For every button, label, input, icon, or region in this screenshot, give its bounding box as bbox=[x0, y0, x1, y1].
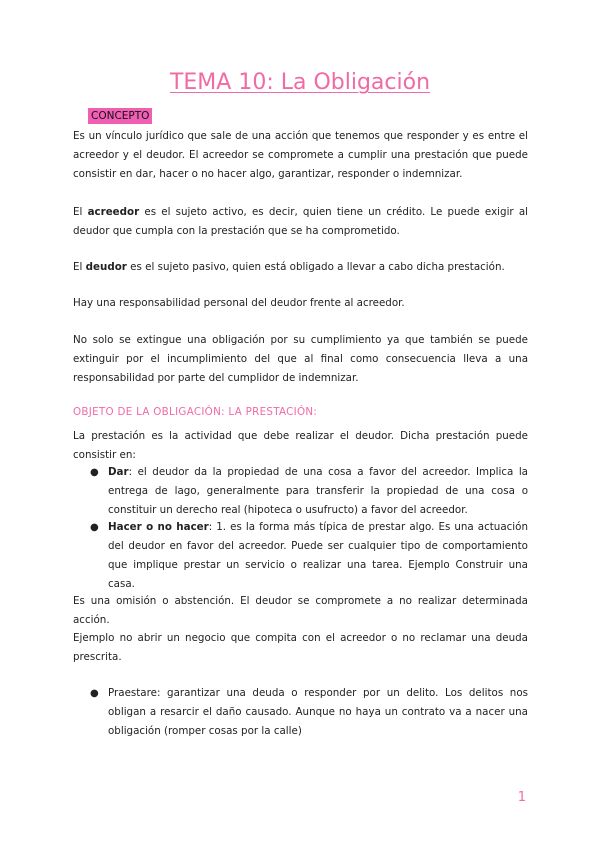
bullet-icon: ● bbox=[90, 688, 99, 699]
term-dar: Dar bbox=[108, 466, 129, 478]
paragraph-prestacion: La prestación es la actividad que debe realizar el deudor. Dicha prestación puede consistir en: bbox=[73, 430, 528, 461]
paragraph-deudor bbox=[73, 258, 528, 277]
section-heading-objeto: OBJETO DE LA OBLIGACIÓN: LA PRESTACIÓN: bbox=[73, 406, 318, 418]
document-title: TEMA 10: La Obligación bbox=[169, 70, 431, 95]
paragraph-responsabilidad: Hay una responsabilidad personal del deudor frente al acreedor. bbox=[73, 297, 405, 309]
list-item-hacer bbox=[108, 518, 528, 594]
term-acreedor: acreedor bbox=[87, 206, 140, 218]
page-number: 1 bbox=[517, 790, 526, 805]
paragraph-acreedor bbox=[73, 203, 528, 241]
list-item-dar bbox=[108, 463, 528, 520]
text: es el sujeto pasivo, quien está obligado a llevar a cabo dicha prestación. bbox=[126, 261, 505, 273]
paragraph-extincion: No solo se extingue una obligación por su cumplimiento ya que también se puede extinguir por el incumplimiento del que al final como consecuencia lleva a una responsabilidad por parte del cumplidor de indemnizar. bbox=[73, 334, 528, 384]
text: es el sujeto activo, es decir, quien tiene un crédito. Le puede exigir al deudor que cumpla con la prestación que se ha comprometido. bbox=[73, 206, 529, 237]
term-hacer: Hacer o no hacer bbox=[108, 521, 209, 533]
text: : el deudor da la propiedad de una cosa a favor del acreedor. Implica la entrega de lago, generalmente para transferir la propiedad de una cosa o constituir un derecho real (hipoteca o usufructo) a favor del acreedor. bbox=[108, 466, 528, 516]
bullet-icon: ● bbox=[90, 467, 99, 478]
concepto-heading: CONCEPTO bbox=[88, 108, 152, 124]
bullet-icon: ● bbox=[90, 522, 99, 533]
term-deudor: deudor bbox=[85, 261, 127, 273]
text: El bbox=[73, 261, 86, 273]
paragraph-ejemplo: Ejemplo no abrir un negocio que compita con el acreedor o no reclamar una deuda prescrita. bbox=[73, 632, 528, 663]
paragraph-definition: Es un vínculo jurídico que sale de una acción que tenemos que responder y es entre el acreedor y el deudor. El acreedor se compromete a cumplir una prestación que puede consistir en dar, hacer o no hacer algo, garantizar, responder o indemnizar. bbox=[73, 130, 528, 180]
text: El bbox=[73, 206, 88, 218]
list-item-praestare: Praestare: garantizar una deuda o responder por un delito. Los delitos nos obligan a resarcir el daño causado. Aunque no haya un contrato va a nacer una obligación (romper cosas por la calle) bbox=[108, 687, 528, 737]
text: : 1. es la forma más típica de prestar algo. Es una actuación del deudor en favor del acreedor. Puede ser cualquier tipo de comportamiento que implique prestar un servicio o realizar una tarea. Ejemplo Construir una casa. bbox=[108, 521, 528, 590]
paragraph-omision: Es una omisión o abstención. El deudor se compromete a no realizar determinada acción. bbox=[73, 595, 528, 626]
